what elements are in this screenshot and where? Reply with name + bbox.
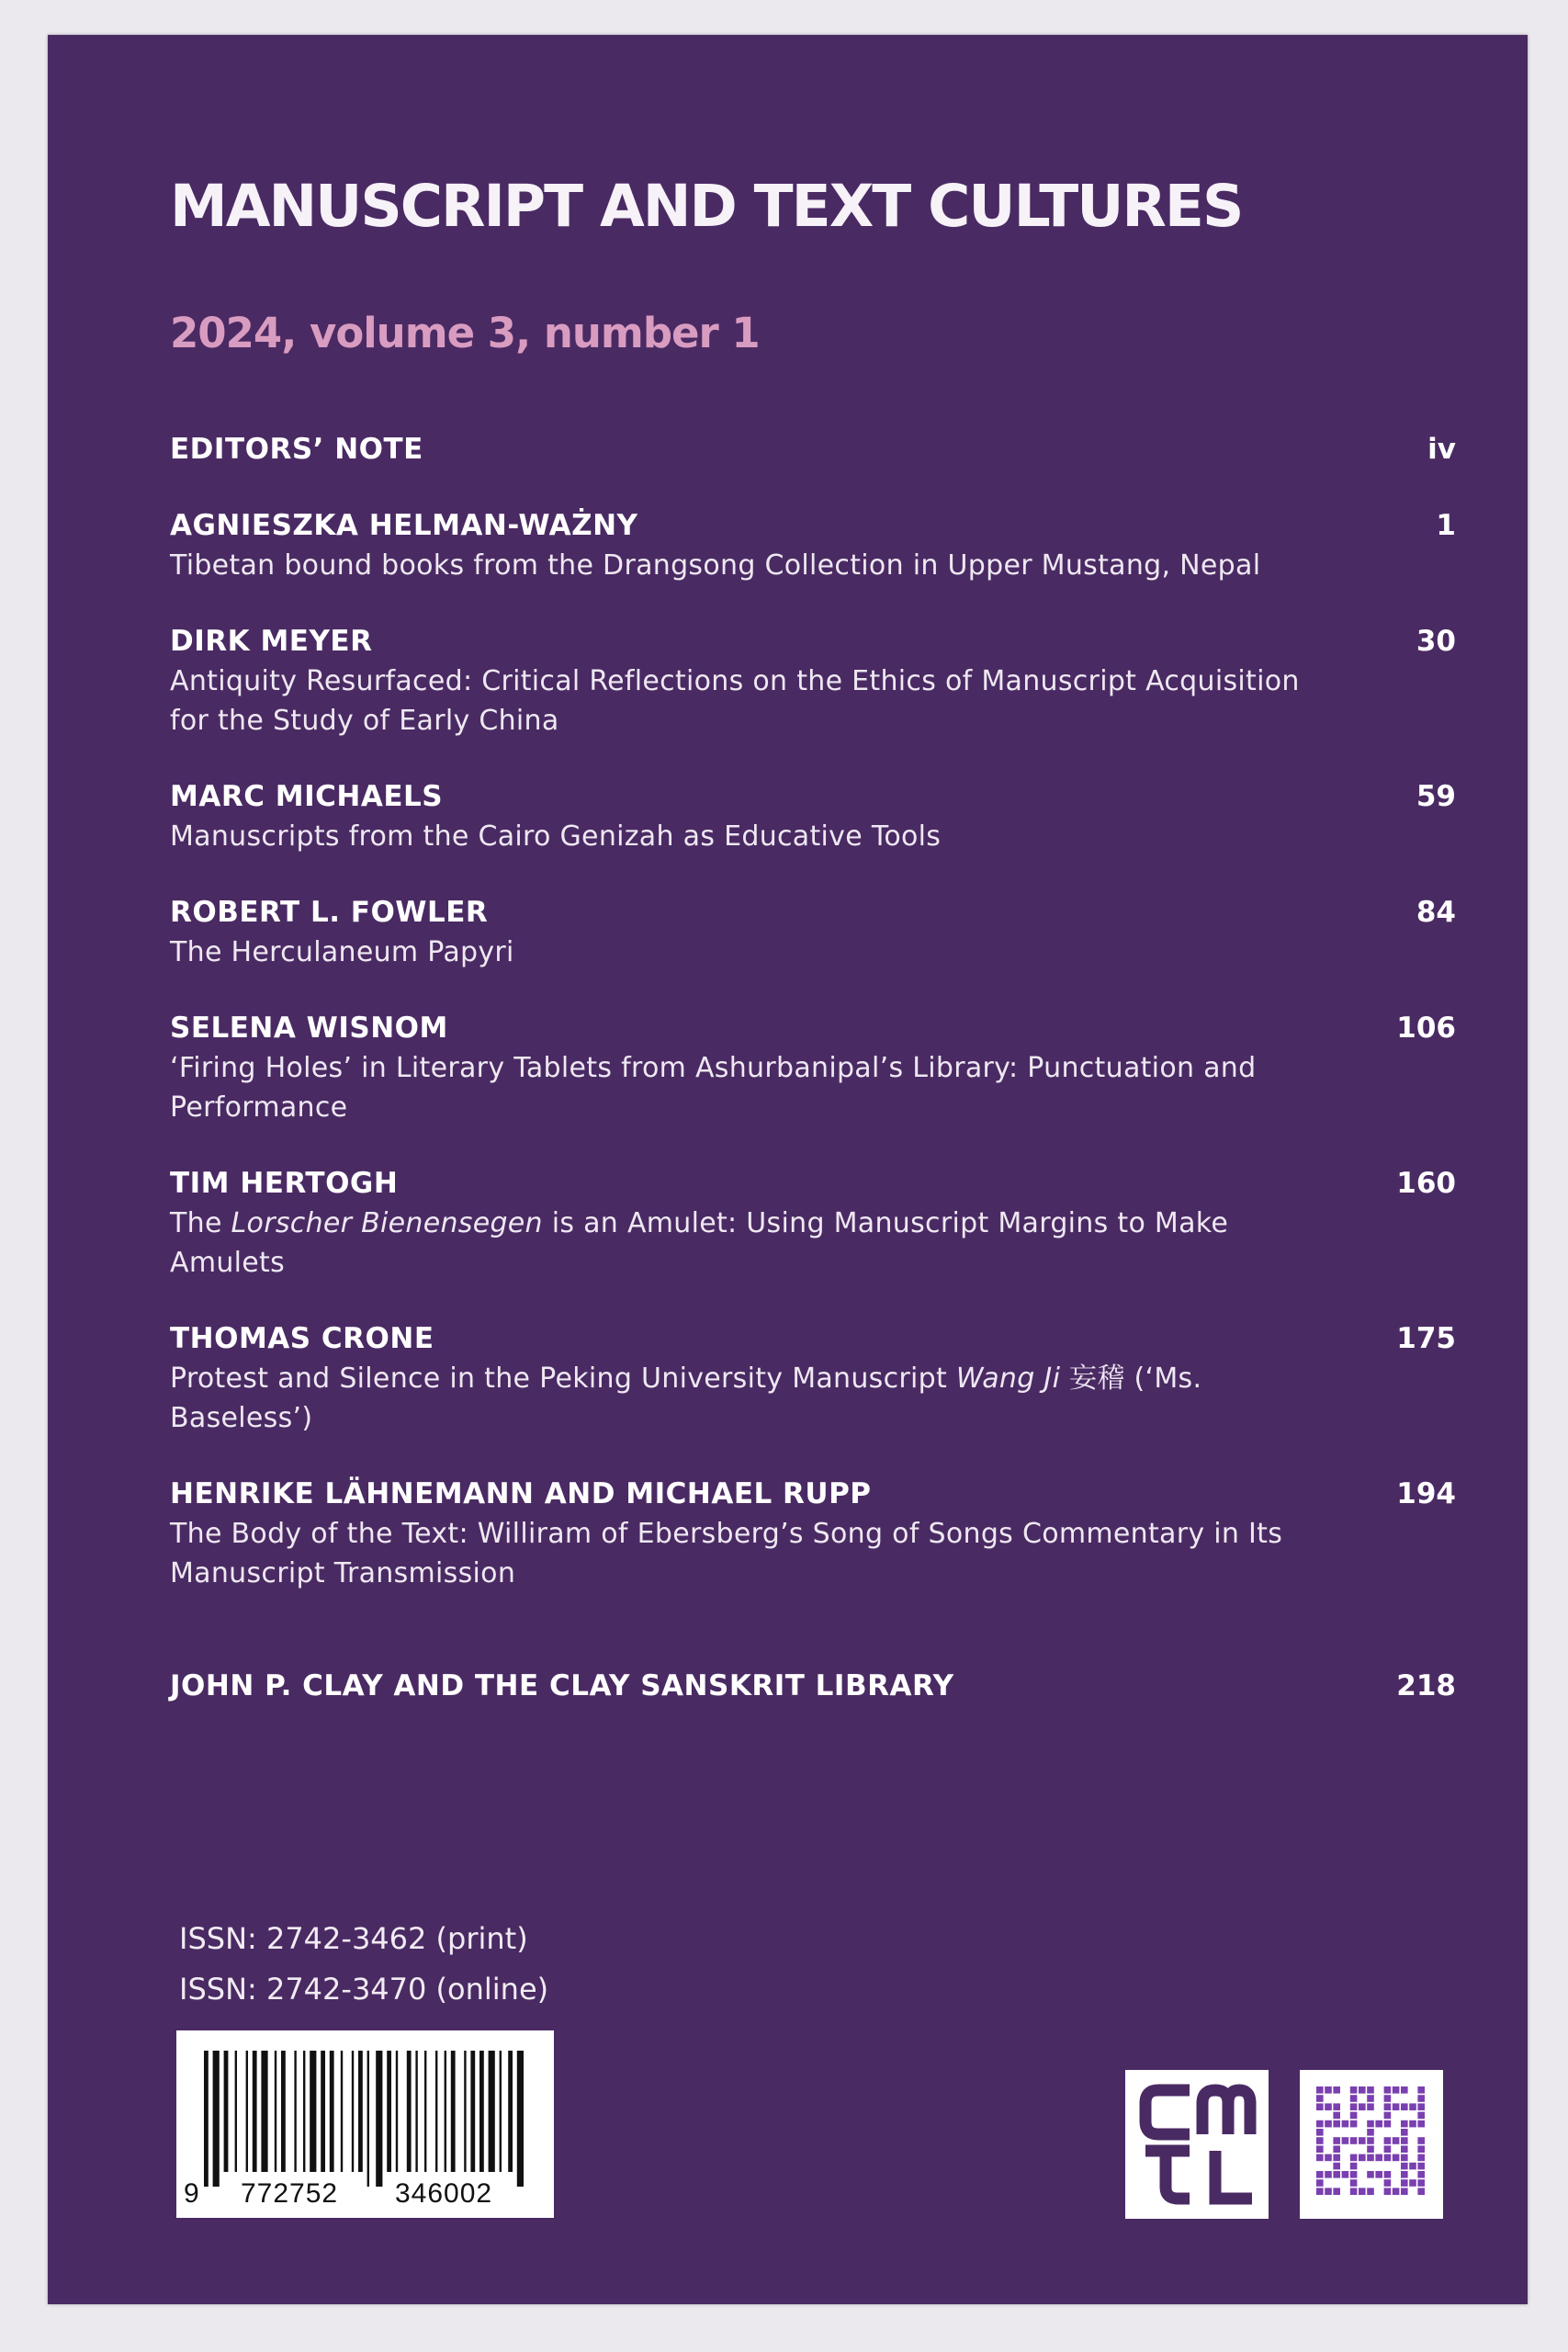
seal-cell [1325, 2154, 1332, 2162]
seal-cell [1417, 2120, 1425, 2128]
toc-author: DIRK MEYER [170, 625, 373, 658]
seal-cell [1409, 2179, 1416, 2187]
toc-article-title [170, 662, 1300, 741]
toc-entry [170, 506, 1456, 585]
barcode-bar [464, 2051, 466, 2172]
toc-article-title [170, 817, 1300, 856]
seal-cell [1367, 2145, 1374, 2153]
seal-cell [1367, 2171, 1374, 2178]
seal-cell [1384, 2145, 1392, 2153]
issn-online: ISSN: 2742-3470 (online) [179, 1972, 549, 2007]
barcode-bar [367, 2051, 369, 2187]
cmtc-logo [1125, 2070, 1269, 2219]
seal-cell [1401, 2129, 1408, 2136]
seal-cell [1384, 2137, 1392, 2144]
seal-cell [1401, 2188, 1408, 2195]
barcode-bar [508, 2051, 513, 2172]
seal-cell [1401, 2179, 1408, 2187]
toc-title-text: Tibetan bound books from the Drangsong Collection in Upper Mustang, Nepal [170, 549, 1261, 582]
seal-cell [1401, 2120, 1408, 2128]
seal-cell [1384, 2086, 1392, 2094]
seal-cell [1384, 2154, 1392, 2162]
seal-cell [1367, 2188, 1374, 2195]
toc-entry [170, 430, 1456, 469]
seal-cell [1316, 2120, 1324, 2128]
seal-cell [1359, 2103, 1366, 2110]
toc-author: JOHN P. CLAY AND THE CLAY SANSKRIT LIBRARY [170, 1669, 954, 1702]
seal-cell [1350, 2103, 1358, 2110]
barcode-bar [261, 2051, 267, 2172]
toc-article-title [170, 1514, 1300, 1593]
seal-cell [1417, 2112, 1425, 2120]
barcode-bar [517, 2051, 524, 2187]
seal-cell [1316, 2179, 1324, 2187]
toc-title-text: The Herculaneum Papyri [170, 936, 514, 968]
toc-author: ROBERT L. FOWLER [170, 896, 489, 929]
toc-title-text: The Body of the Text: Williram of Ebersberg’s Song of Songs Commentary in Its Manuscript Transmission [170, 1518, 1283, 1589]
seal-cell [1350, 2188, 1358, 2195]
seal-cell [1367, 2086, 1374, 2094]
seal-cell [1333, 2145, 1340, 2153]
cmtc-logo-icon [1125, 2070, 1269, 2219]
barcode-bar [341, 2051, 343, 2172]
seal-cell [1333, 2137, 1340, 2144]
seal-cell [1316, 2145, 1324, 2153]
barcode-bar [246, 2051, 248, 2172]
toc-page-number: 30 [1416, 625, 1456, 658]
seal-cell [1409, 2163, 1416, 2170]
seal-cell [1333, 2163, 1340, 2170]
seal-cell [1401, 2103, 1408, 2110]
toc-entry [170, 893, 1456, 972]
seal-cell [1409, 2120, 1416, 2128]
toc-page-number: 194 [1396, 1477, 1456, 1510]
toc-entry [170, 1319, 1456, 1438]
seal-cell [1342, 2137, 1349, 2144]
seal-cell [1384, 2112, 1392, 2120]
toc-title-text: is an Amulet: Using Manuscript Margins to Make Amulets [170, 1207, 1229, 1279]
seal-cell [1384, 2171, 1392, 2178]
seal-cell [1417, 2171, 1425, 2178]
seal-cell [1350, 2086, 1358, 2094]
seal-cell [1367, 2137, 1374, 2144]
seal-cell [1342, 2120, 1349, 2128]
barcode-bar [451, 2051, 456, 2172]
seal-cell [1350, 2120, 1358, 2128]
seal-cell [1333, 2112, 1340, 2120]
seal-cell [1401, 2137, 1408, 2144]
seal-cell [1333, 2154, 1340, 2162]
barcode-left-group: 772752 [241, 2178, 339, 2209]
toc-entry [170, 622, 1456, 741]
seal-cell [1393, 2188, 1400, 2195]
seal-cell [1375, 2171, 1382, 2178]
toc-article-title [170, 1048, 1300, 1127]
seal-cell [1401, 2163, 1408, 2170]
barcode-right-group: 346002 [395, 2178, 493, 2209]
csmc-seal-logo [1300, 2070, 1443, 2219]
toc-author: THOMAS CRONE [170, 1322, 434, 1355]
toc-title-text: Protest and Silence in the Peking University Manuscript [170, 1363, 956, 1395]
seal-cell [1367, 2154, 1374, 2162]
seal-cell [1401, 2154, 1408, 2162]
seal-cell [1417, 2188, 1425, 2195]
toc-author: AGNIESZKA HELMAN-WAŻNY [170, 509, 638, 542]
seal-cell [1333, 2188, 1340, 2195]
seal-cell [1325, 2086, 1332, 2094]
seal-cell [1316, 2095, 1324, 2102]
seal-cell [1375, 2154, 1382, 2162]
seal-cell [1359, 2137, 1366, 2144]
seal-cell [1367, 2095, 1374, 2102]
seal-cell [1316, 2171, 1324, 2178]
seal-cell [1316, 2188, 1324, 2195]
toc-entry [170, 1164, 1456, 1283]
seal-cell [1384, 2095, 1392, 2102]
toc-title-italic: Lorscher Bienensegen [231, 1207, 543, 1239]
seal-cell [1417, 2154, 1425, 2162]
issn-print: ISSN: 2742-3462 (print) [179, 1921, 528, 1956]
toc-article-title [170, 1359, 1300, 1438]
seal-cell [1350, 2171, 1358, 2178]
seal-cell [1367, 2129, 1374, 2136]
toc-page-number: 175 [1396, 1322, 1456, 1355]
toc-page-number: 59 [1416, 780, 1456, 813]
toc-title-text: ‘Firing Holes’ in Literary Tablets from Ashurbanipal’s Library: Punctuation and Performance [170, 1052, 1257, 1124]
barcode-bar [358, 2051, 363, 2172]
toc-title-italic: Wang Ji [955, 1363, 1061, 1395]
seal-cell [1367, 2120, 1374, 2128]
barcode-bar [235, 2051, 237, 2172]
toc-author: SELENA WISNOM [170, 1012, 448, 1045]
seal-cell [1350, 2095, 1358, 2102]
seal-cell [1417, 2086, 1425, 2094]
seal-cell [1350, 2179, 1358, 2187]
seal-cell [1393, 2103, 1400, 2110]
seal-cell [1375, 2120, 1382, 2128]
seal-cell [1367, 2103, 1374, 2110]
seal-cell [1417, 2103, 1425, 2110]
barcode-bar [500, 2051, 502, 2172]
toc-title-text: The [170, 1207, 231, 1239]
seal-cell [1350, 2163, 1358, 2170]
toc-page-number: 160 [1396, 1167, 1456, 1200]
barcode-bar [213, 2051, 220, 2187]
seal-cell [1325, 2171, 1332, 2178]
barcode-bar [303, 2051, 305, 2172]
barcode-lead-digit: 9 [184, 2178, 199, 2209]
barcode [176, 2030, 554, 2218]
seal-cell [1417, 2095, 1425, 2102]
barcode-bar [321, 2051, 325, 2172]
seal-cell [1409, 2103, 1416, 2110]
seal-cell [1417, 2145, 1425, 2153]
seal-cell [1325, 2120, 1332, 2128]
seal-cell [1384, 2179, 1392, 2187]
seal-cell [1316, 2129, 1324, 2136]
seal-cell [1342, 2171, 1349, 2178]
toc-page-number: 218 [1396, 1669, 1456, 1702]
barcode-bar [204, 2051, 209, 2187]
seal-cell [1417, 2163, 1425, 2170]
barcode-bar [396, 2051, 398, 2172]
seal-cell [1316, 2137, 1324, 2144]
seal-cell [1393, 2137, 1400, 2144]
toc-page-number: 84 [1416, 896, 1456, 929]
barcode-bar [479, 2051, 484, 2172]
barcode-bar [281, 2051, 286, 2172]
barcode-bar [310, 2051, 316, 2172]
toc-article-title [170, 546, 1300, 585]
seal-cell [1316, 2154, 1324, 2162]
barcode-bar [294, 2051, 296, 2172]
toc-author: EDITORS’ NOTE [170, 433, 423, 466]
seal-cell [1401, 2086, 1408, 2094]
toc-page-number: 106 [1396, 1012, 1456, 1045]
toc-title-text: Manuscripts from the Cairo Genizah as Educative Tools [170, 820, 942, 853]
toc-title-text: Antiquity Resurfaced: Critical Reflections on the Ethics of Manuscript Acquisition for the Study of Early China [170, 665, 1300, 737]
seal-cell [1325, 2188, 1332, 2195]
barcode-bar [376, 2051, 382, 2187]
back-cover [48, 35, 1528, 2304]
barcode-bar [253, 2051, 257, 2172]
seal-cell [1333, 2120, 1340, 2128]
seal-cell [1417, 2179, 1425, 2187]
toc-entry [170, 1475, 1456, 1593]
toc-author: HENRIKE LÄHNEMANN AND MICHAEL RUPP [170, 1477, 872, 1510]
toc-entry [170, 1667, 1456, 1706]
barcode-bar [330, 2051, 334, 2172]
seal-cell [1333, 2171, 1340, 2178]
seal-cell [1384, 2103, 1392, 2110]
toc-author: TIM HERTOGH [170, 1167, 399, 1200]
seal-cell [1359, 2154, 1366, 2162]
toc-entry [170, 1009, 1456, 1127]
barcode-bar [224, 2051, 229, 2172]
barcode-bar [445, 2051, 446, 2172]
barcode-bar [470, 2051, 475, 2172]
toc-article-title [170, 1204, 1300, 1283]
seal-cell [1401, 2145, 1408, 2153]
seal-cell [1333, 2086, 1340, 2094]
seal-cell [1325, 2103, 1332, 2110]
barcode-bar [415, 2051, 417, 2172]
seal-cell [1359, 2188, 1366, 2195]
table-of-contents [170, 430, 1456, 1743]
seal-cell [1384, 2188, 1392, 2195]
toc-entry [170, 777, 1456, 856]
barcode-icon [176, 2030, 554, 2218]
barcode-bar [387, 2051, 391, 2172]
barcode-bar [489, 2051, 495, 2172]
barcode-bar [424, 2051, 426, 2172]
seal-cell [1316, 2103, 1324, 2110]
toc-page-number: iv [1427, 433, 1456, 466]
barcode-bar [407, 2051, 412, 2172]
seal-cell [1333, 2103, 1340, 2110]
seal-cell [1384, 2120, 1392, 2128]
barcode-bar [275, 2051, 276, 2172]
seal-cell [1316, 2086, 1324, 2094]
seal-cell [1417, 2137, 1425, 2144]
csmc-seal-logo-icon [1300, 2070, 1443, 2219]
seal-cell [1401, 2171, 1408, 2178]
toc-title-text: 妄稽 (‘Ms. Baseless’) [170, 1363, 1202, 1434]
seal-cell [1393, 2086, 1400, 2094]
issue-info: 2024, volume 3, number 1 [170, 309, 760, 357]
toc-article-title [170, 933, 1300, 972]
toc-page-number: 1 [1436, 509, 1456, 542]
journal-title: MANUSCRIPT AND TEXT CULTURES [170, 173, 1243, 240]
seal-cell [1359, 2086, 1366, 2094]
barcode-bar [435, 2051, 437, 2172]
seal-cell [1350, 2154, 1358, 2162]
seal-cell [1393, 2154, 1400, 2162]
seal-cell [1350, 2137, 1358, 2144]
barcode-bar [352, 2051, 354, 2172]
toc-author: MARC MICHAELS [170, 780, 444, 813]
seal-cell [1350, 2112, 1358, 2120]
